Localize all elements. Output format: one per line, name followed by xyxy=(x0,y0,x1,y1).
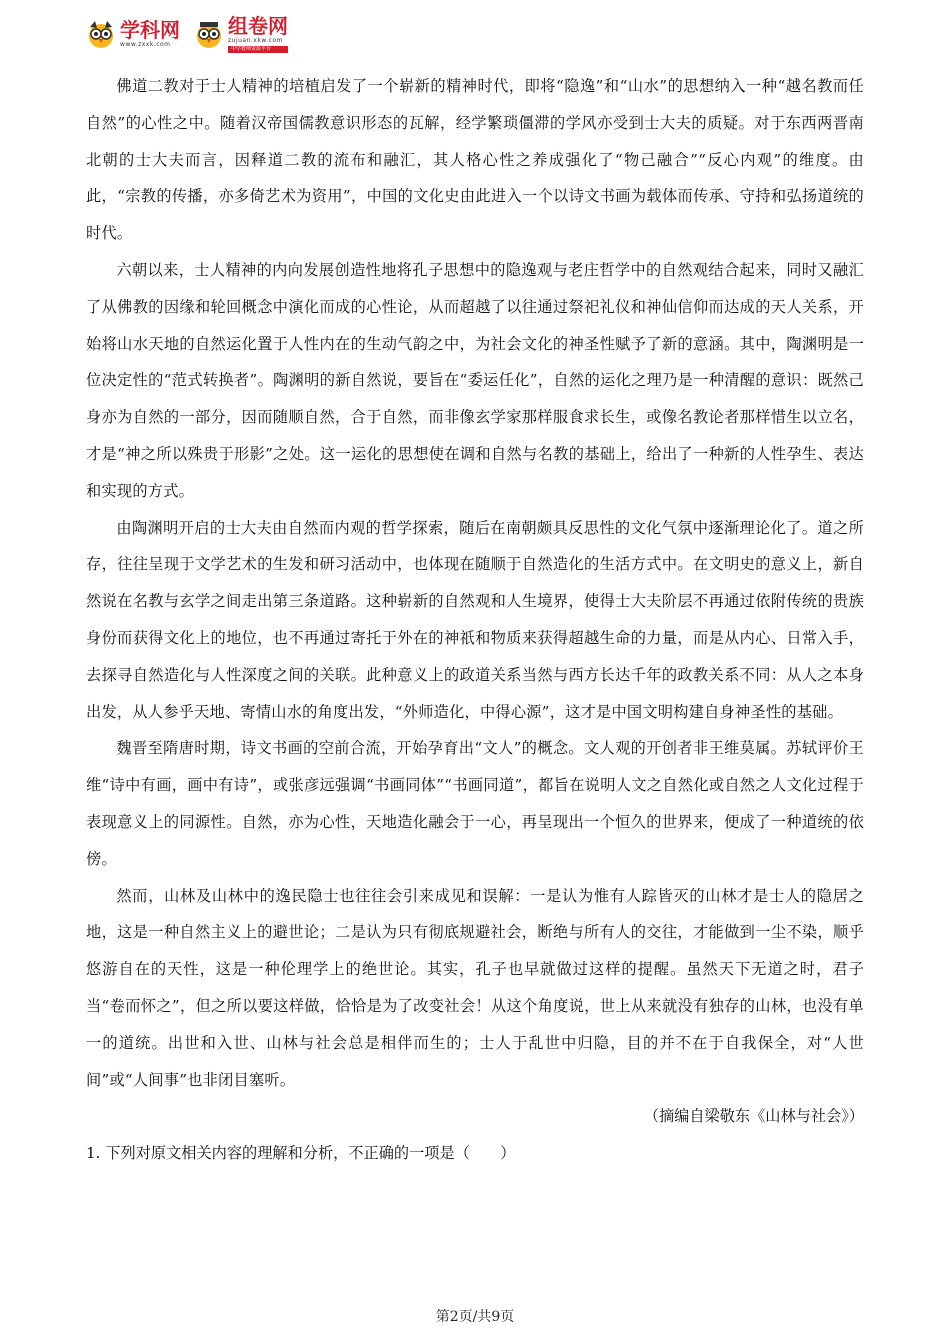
zujuanwang-logo xyxy=(194,13,288,53)
xuekewang-logo xyxy=(86,19,180,49)
page-number: 第2页/共9页 xyxy=(435,1309,515,1325)
paragraph-5: 然而，山林及山林中的逸民隐士也往往会引来成见和误解：一是认为惟有人踪皆灭的山林才是士人的隐居之地，这是一种自然主义上的避世论；二是认为只有彻底规避社会，断绝与所有人的交往，才能做到一尘不染，顺乎悠游自在的天性，这是一种伦理学上的绝世论。其实，孔子也早就做过这样的提醒。虽然天下无道之时，君子当“卷而怀之”，但之所以要这样做，恰恰是为了改变社会！从这个角度说，世上从来就没有独存的山林，也没有单一的道统。出世和入世、山林与社会总是相伴而生的；士人于乱世中归隐，目的并不在于自我保全，对“人世间”或“人间事”也非闭目塞听。 xyxy=(86,886,864,1089)
paragraph-3: 由陶渊明开启的士大夫由自然而内观的哲学探索，随后在南朝颇具反思性的文化气氛中逐渐理论化了。道之所存，往往呈现于文学艺术的生发和研习活动中，也体现在随顺于自然造化的生活方式中。在文明史的意义上，新自然说在名教与玄学之间走出第三条道路。这种崭新的自然观和人生境界，使得士大夫阶层不再通过依附传统的贵族身份而获得文化上的地位，也不再通过寄托于外在的神祇和物质来获得超越生命的力量，而是从内心、日常入手，去探寻自然造化与人性深度之间的关联。此种意义上的政道关系当然与西方长达千年的政教关系不同：从人之本身出发，从人参乎天地、寄情山水的角度出发，“外师造化，中得心源”，这才是中国文明构建自身神圣性的基础。 xyxy=(86,518,864,721)
owl-mascot-icon xyxy=(194,19,224,49)
source-citation: （摘编自梁敬东《山林与社会》） xyxy=(643,1107,864,1126)
logo-url: zujuan.xkw.com xyxy=(228,36,283,44)
logo-name: 组卷网 xyxy=(228,13,288,38)
logo-name: 学科网 xyxy=(120,18,180,42)
logo-tagline: 中学教师资源平台 xyxy=(228,46,288,53)
page-header xyxy=(86,14,302,54)
logo-url: www.zxxk.com xyxy=(120,41,171,48)
article-body xyxy=(86,68,864,1172)
paragraph-2: 六朝以来，士人精神的内向发展创造性地将孔子思想中的隐逸观与老庄哲学中的自然观结合起来，同时又融汇了从佛教的因缘和轮回概念中演化而成的心性论，从而超越了以往通过祭祀礼仪和神仙信仰而达成的天人关系，开始将山水天地的自然运化置于人性内在的生动气韵之中，为社会文化的神圣性赋予了新的意涵。其中，陶渊明是一位决定性的“范式转换者”。陶渊明的新自然说，要旨在“委运任化”，自然的运化之理乃是一种清醒的意识：既然己身亦为自然的一部分，因而随顺自然，合于自然，而非像玄学家那样服食求长生，或像名教论者那样惜生以立名，才是“神之所以殊贵于形影”之处。这一运化的思想使在调和自然与名教的基础上，给出了一种新的人性孕生、表达和实现的方式。 xyxy=(86,260,864,500)
paragraph-4: 魏晋至隋唐时期，诗文书画的空前合流，开始孕育出“文人”的概念。文人观的开创者非王维莫属。苏轼评价王维“诗中有画，画中有诗”，或张彦远强调“书画同体”“书画同道”，都旨在说明人文之自然化或自然之人文化过程于表现意义上的同源性。自然，亦为心性，天地造化融会于一心，再呈现出一个恒久的世界来，便成了一种道统的依傍。 xyxy=(86,739,864,868)
paragraph-1: 佛道二教对于士人精神的培植启发了一个崭新的精神时代，即将“隐逸”和“山水”的思想纳入一种“越名教而任自然”的心性之中。随着汉帝国儒教意识形态的瓦解，经学繁琐僵滞的学风亦受到士大夫的质疑。对于东西两晋南北朝的士大夫而言，因释道二教的流布和融汇，其人格心性之养成强化了“物己融合”“反心内观”的维度。由此，“宗教的传播，亦多倚艺术为资用”，中国的文化史由此进入一个以诗文书画为载体而传承、守持和弘扬道统的时代。 xyxy=(86,77,864,243)
question-1: 1. 下列对原文相关内容的理解和分析，不正确的一项是（ ） xyxy=(86,1144,516,1163)
owl-mascot-icon xyxy=(86,19,116,49)
